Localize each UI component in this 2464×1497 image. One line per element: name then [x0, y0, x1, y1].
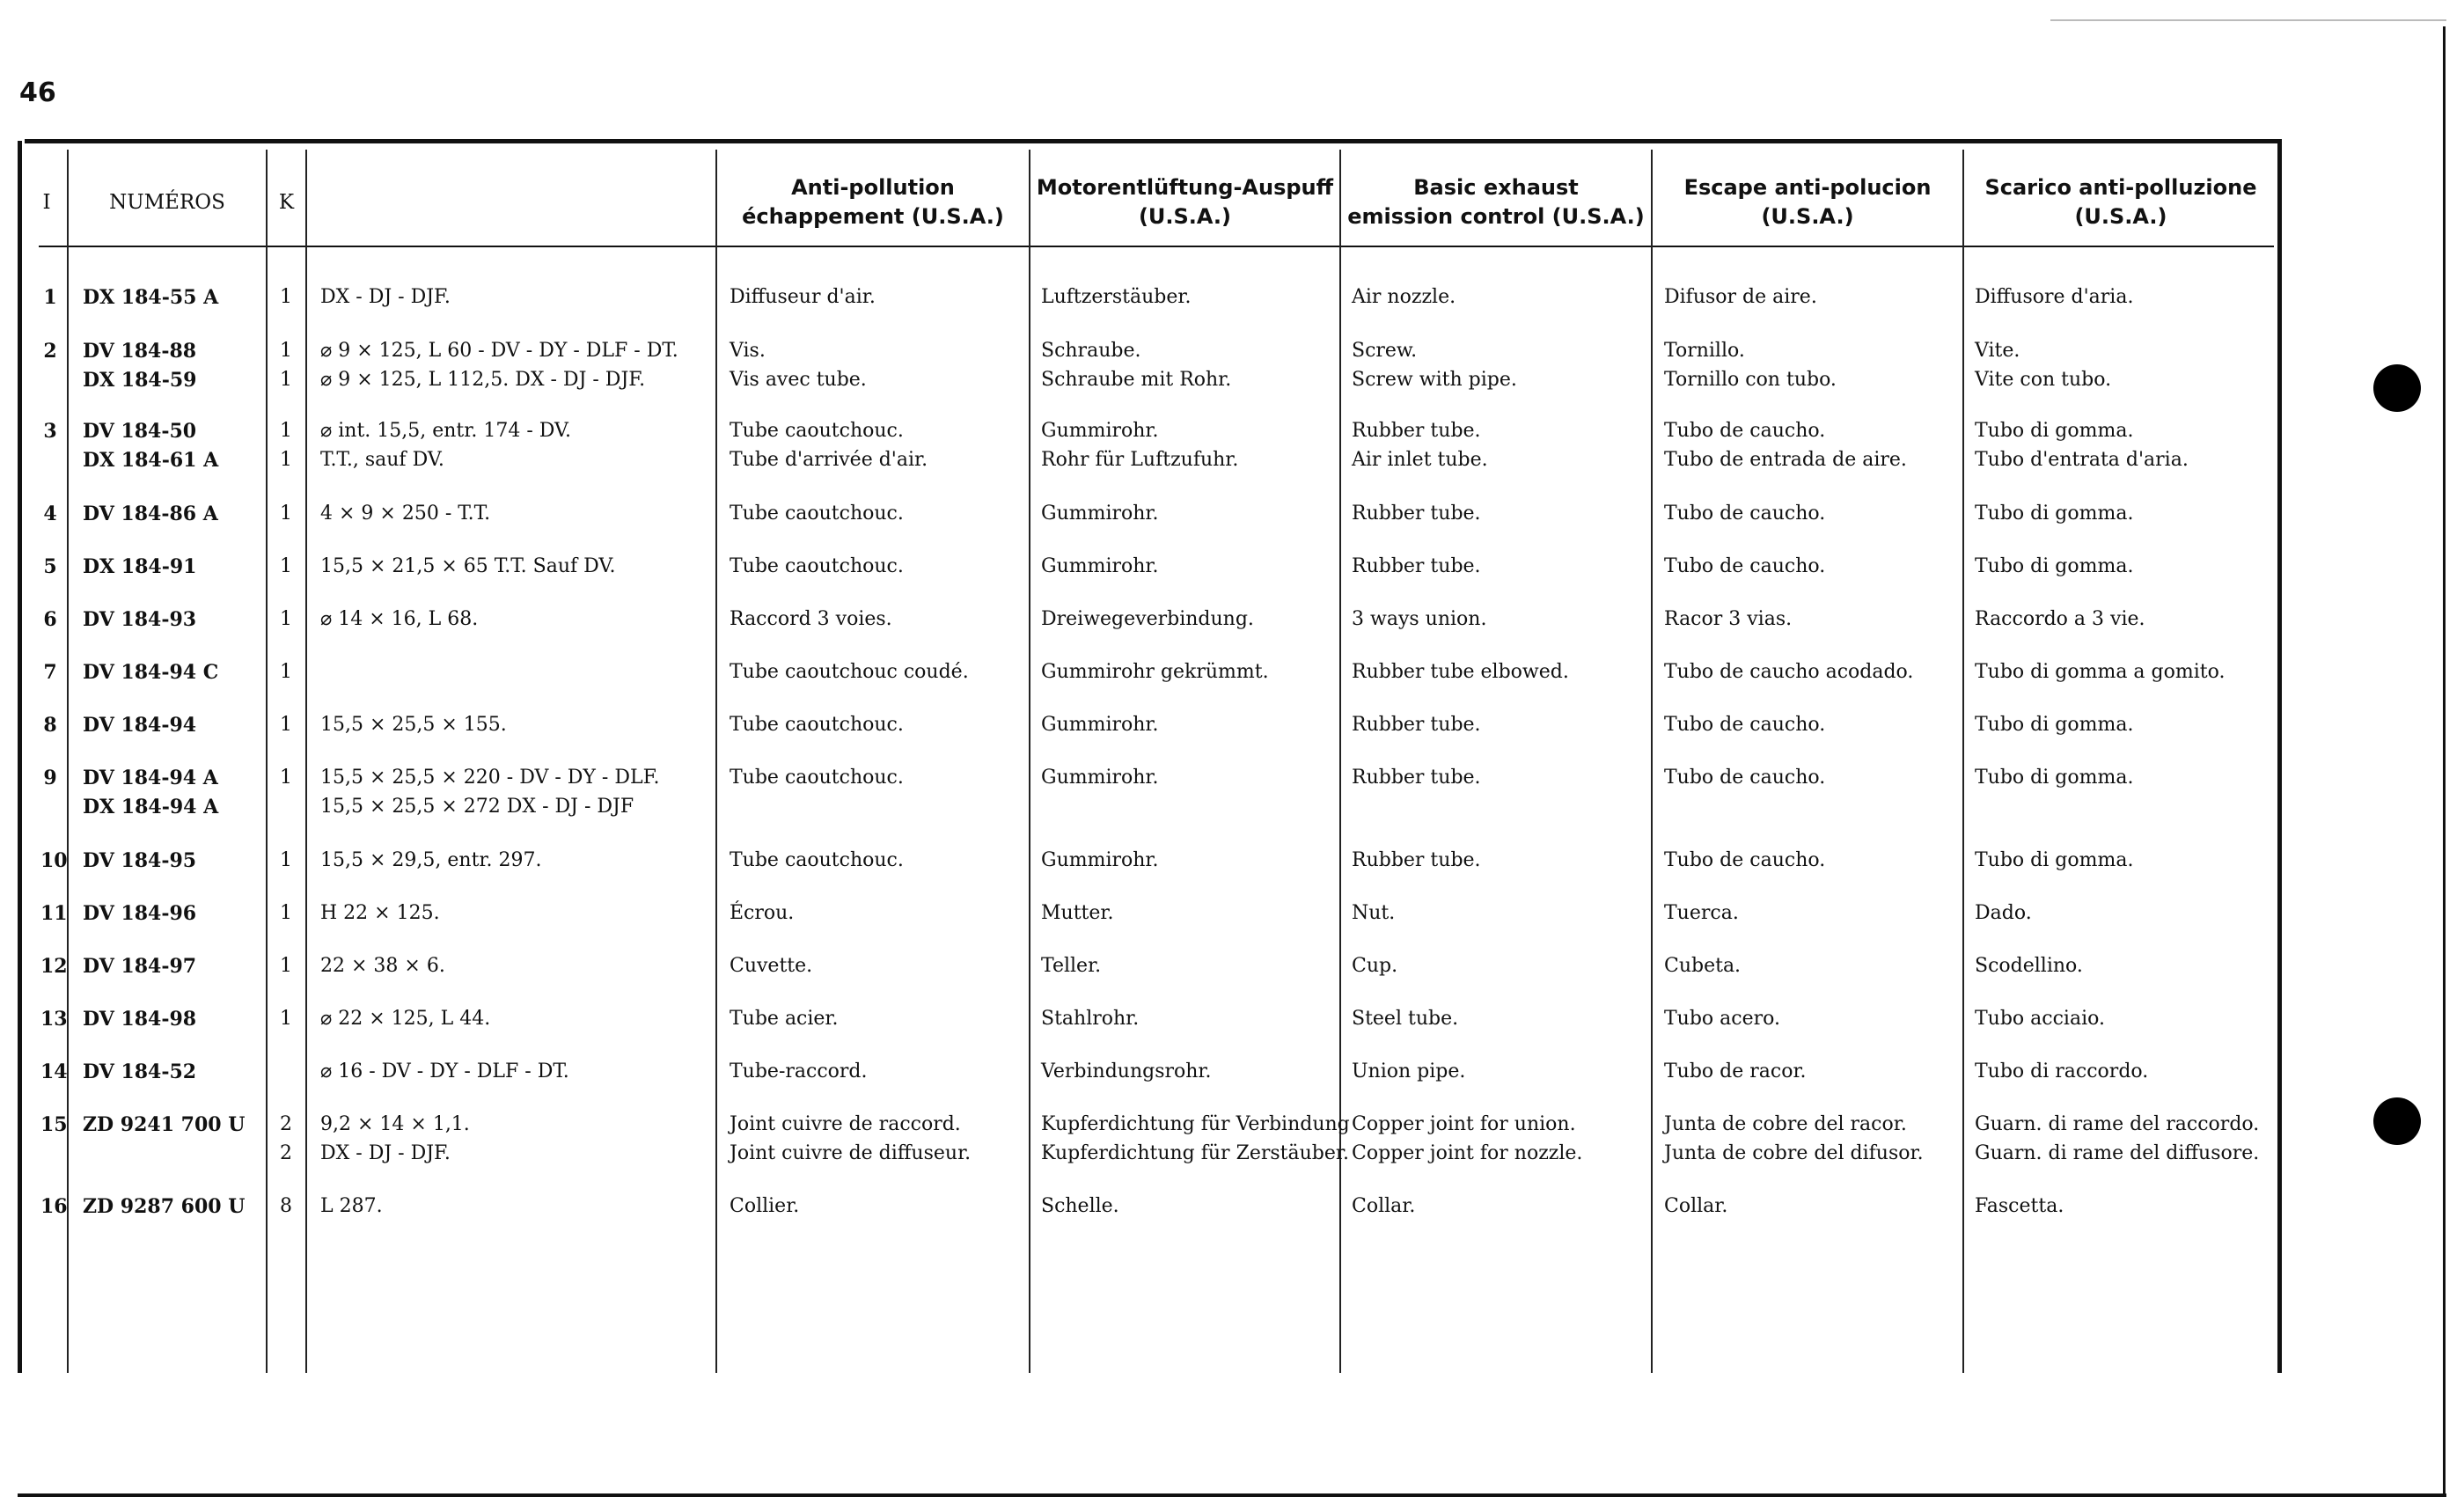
- description-german: Verbindungsrohr.: [1041, 1060, 1212, 1082]
- description-spanish: Tubo de caucho.: [1664, 849, 1826, 871]
- description-italian: Tubo di gomma a gomito.: [1975, 661, 2226, 683]
- quantity: 1: [280, 714, 292, 736]
- description-german: Schraube mit Rohr.: [1041, 369, 1232, 391]
- description-italian: Vite.: [1975, 340, 2020, 362]
- header-german-line-1: Motorentlüftung-Auspuff: [1036, 175, 1334, 200]
- part-number: DV 184-88: [83, 340, 197, 363]
- description-italian: Tubo di gomma.: [1975, 555, 2134, 577]
- part-number: DV 184-50: [83, 420, 197, 443]
- description-spanish: Tubo de caucho.: [1664, 555, 1826, 577]
- description-german: Rohr für Luftzufuhr.: [1041, 449, 1239, 471]
- description-french: Collier.: [730, 1195, 800, 1217]
- row-index: 1: [43, 286, 57, 309]
- description-english: Air inlet tube.: [1352, 449, 1488, 471]
- header-french-line-2: échappement (U.S.A.): [742, 204, 1004, 229]
- description-spanish: Difusor de aire.: [1664, 286, 1817, 308]
- description-italian: Guarn. di rame del raccordo.: [1975, 1113, 2260, 1135]
- description-english: Air nozzle.: [1352, 286, 1456, 308]
- row-index: 3: [43, 420, 57, 443]
- description-english: Screw.: [1352, 340, 1418, 362]
- description-french: Joint cuivre de raccord.: [730, 1113, 961, 1135]
- specification: 15,5 × 25,5 × 272 DX - DJ - DJF: [320, 796, 634, 818]
- specification: 15,5 × 21,5 × 65 T.T. Sauf DV.: [320, 555, 616, 577]
- description-italian: Tubo d'entrata d'aria.: [1975, 449, 2189, 471]
- description-italian: Tubo acciaio.: [1975, 1008, 2105, 1030]
- description-english: Union pipe.: [1352, 1060, 1466, 1082]
- specification: ⌀ int. 15,5, entr. 174 - DV.: [320, 420, 572, 442]
- description-english: Rubber tube.: [1352, 849, 1481, 871]
- header-french-line-1: Anti-pollution: [791, 175, 955, 200]
- specification: ⌀ 22 × 125, L 44.: [320, 1008, 491, 1030]
- description-italian: Dado.: [1975, 902, 2032, 924]
- row-index: 2: [43, 340, 57, 363]
- description-spanish: Tubo de entrada de aire.: [1664, 449, 1907, 471]
- description-spanish: Tubo de caucho.: [1664, 420, 1826, 442]
- row-index: 5: [43, 555, 57, 578]
- specification: ⌀ 14 × 16, L 68.: [320, 608, 479, 630]
- specification: 15,5 × 29,5, entr. 297.: [320, 849, 542, 871]
- specification: DX - DJ - DJF.: [320, 286, 451, 308]
- row-index: 14: [40, 1060, 68, 1083]
- part-number: DX 184-94 A: [83, 796, 219, 818]
- row-index: 9: [43, 767, 57, 789]
- quantity: 1: [280, 449, 292, 471]
- part-number: DV 184-98: [83, 1008, 197, 1031]
- quantity: 1: [280, 369, 292, 391]
- description-german: Gummirohr.: [1041, 555, 1159, 577]
- specification: DX - DJ - DJF.: [320, 1142, 451, 1164]
- quantity: 1: [280, 849, 292, 871]
- row-index: 6: [43, 608, 57, 631]
- description-spanish: Tubo de caucho acodado.: [1664, 661, 1914, 683]
- quantity: 1: [280, 902, 292, 924]
- description-english: Steel tube.: [1352, 1008, 1459, 1030]
- description-spanish: Junta de cobre del racor.: [1664, 1113, 1907, 1135]
- description-french: Tube caoutchouc coudé.: [730, 661, 969, 683]
- description-english: Copper joint for union.: [1352, 1113, 1576, 1135]
- header-k: K: [278, 191, 295, 214]
- description-english: Rubber tube.: [1352, 503, 1481, 525]
- specification: ⌀ 9 × 125, L 60 - DV - DY - DLF - DT.: [320, 340, 678, 362]
- description-english: Collar.: [1352, 1195, 1416, 1217]
- quantity: 1: [280, 1008, 292, 1030]
- binder-hole: [2373, 1097, 2421, 1145]
- quantity: 1: [280, 608, 292, 630]
- binder-hole: [2373, 364, 2421, 412]
- part-number: DX 184-55 A: [83, 286, 219, 309]
- description-english: Rubber tube elbowed.: [1352, 661, 1569, 683]
- specification: L 287.: [320, 1195, 383, 1217]
- description-french: Tube caoutchouc.: [730, 555, 904, 577]
- description-italian: Fascetta.: [1975, 1195, 2064, 1217]
- part-number: DV 184-96: [83, 902, 197, 925]
- part-number: DV 184-94 A: [83, 767, 218, 789]
- description-italian: Tubo di gomma.: [1975, 503, 2134, 525]
- part-number: DX 184-59: [83, 369, 197, 392]
- description-german: Gummirohr.: [1041, 503, 1159, 525]
- description-english: Screw with pipe.: [1352, 369, 1517, 391]
- description-italian: Tubo di gomma.: [1975, 420, 2134, 442]
- specification: H 22 × 125.: [320, 902, 440, 924]
- description-spanish: Collar.: [1664, 1195, 1728, 1217]
- description-english: Copper joint for nozzle.: [1352, 1142, 1583, 1164]
- description-italian: Tubo di gomma.: [1975, 767, 2134, 789]
- quantity: 1: [280, 767, 292, 789]
- description-german: Stahlrohr.: [1041, 1008, 1140, 1030]
- description-english: Nut.: [1352, 902, 1396, 924]
- description-italian: Scodellino.: [1975, 955, 2083, 977]
- description-english: 3 ways union.: [1352, 608, 1487, 630]
- row-index: 12: [40, 955, 68, 978]
- description-german: Gummirohr.: [1041, 767, 1159, 789]
- description-french: Diffuseur d'air.: [730, 286, 876, 308]
- specification: 15,5 × 25,5 × 220 - DV - DY - DLF.: [320, 767, 660, 789]
- row-index: 13: [40, 1008, 68, 1031]
- description-french: Tube d'arrivée d'air.: [730, 449, 928, 471]
- part-number: DV 184-94 C: [83, 661, 219, 684]
- description-english: Rubber tube.: [1352, 767, 1481, 789]
- header-index: I: [42, 191, 51, 214]
- description-german: Kupferdichtung für Verbindung: [1041, 1113, 1350, 1135]
- description-italian: Vite con tubo.: [1975, 369, 2112, 391]
- description-german: Schelle.: [1041, 1195, 1119, 1217]
- description-german: Dreiwegeverbindung.: [1041, 608, 1254, 630]
- row-index: 7: [43, 661, 57, 684]
- description-spanish: Tubo de caucho.: [1664, 767, 1826, 789]
- description-spanish: Tubo de caucho.: [1664, 714, 1826, 736]
- header-spanish-line-2: (U.S.A.): [1761, 204, 1854, 229]
- description-french: Raccord 3 voies.: [730, 608, 892, 630]
- specification: 4 × 9 × 250 - T.T.: [320, 503, 491, 525]
- part-number: DX 184-91: [83, 555, 197, 578]
- header-english-line-2: emission control (U.S.A.): [1347, 204, 1645, 229]
- description-spanish: Tornillo.: [1664, 340, 1745, 362]
- description-spanish: Racor 3 vias.: [1664, 608, 1793, 630]
- description-german: Gummirohr gekrümmt.: [1041, 661, 1269, 683]
- row-index: 11: [40, 902, 68, 925]
- description-english: Rubber tube.: [1352, 420, 1481, 442]
- description-spanish: Tornillo con tubo.: [1664, 369, 1837, 391]
- description-french: Tube caoutchouc.: [730, 714, 904, 736]
- description-german: Gummirohr.: [1041, 714, 1159, 736]
- row-index: 16: [40, 1195, 68, 1218]
- description-french: Tube acier.: [730, 1008, 839, 1030]
- description-french: Écrou.: [730, 902, 795, 924]
- quantity: 1: [280, 286, 292, 308]
- description-german: Teller.: [1041, 955, 1102, 977]
- description-german: Luftzerstäuber.: [1041, 286, 1192, 308]
- quantity: 8: [280, 1195, 292, 1217]
- description-spanish: Tubo de racor.: [1664, 1060, 1807, 1082]
- description-german: Mutter.: [1041, 902, 1114, 924]
- header-english-line-1: Basic exhaust: [1413, 175, 1579, 200]
- quantity: 1: [280, 503, 292, 525]
- row-index: 15: [40, 1113, 68, 1136]
- header-italian-line-2: (U.S.A.): [2074, 204, 2167, 229]
- quantity: 2: [280, 1142, 292, 1164]
- specification: 22 × 38 × 6.: [320, 955, 445, 977]
- description-french: Tube caoutchouc.: [730, 420, 904, 442]
- description-german: Gummirohr.: [1041, 420, 1159, 442]
- description-spanish: Tubo acero.: [1664, 1008, 1780, 1030]
- description-english: Cup.: [1352, 955, 1398, 977]
- quantity: 2: [280, 1113, 292, 1135]
- quantity: 1: [280, 340, 292, 362]
- part-number: DV 184-93: [83, 608, 197, 631]
- header-numbers: NUMÉROS: [109, 191, 225, 214]
- specification: 15,5 × 25,5 × 155.: [320, 714, 507, 736]
- row-index: 8: [43, 714, 57, 737]
- description-italian: Tubo di gomma.: [1975, 849, 2134, 871]
- specification: 9,2 × 14 × 1,1.: [320, 1113, 470, 1135]
- page-number: 46: [19, 77, 56, 108]
- part-number: DV 184-94: [83, 714, 197, 737]
- specification: ⌀ 16 - DV - DY - DLF - DT.: [320, 1060, 569, 1082]
- quantity: 1: [280, 420, 292, 442]
- part-number: DV 184-52: [83, 1060, 197, 1083]
- specification: ⌀ 9 × 125, L 112,5. DX - DJ - DJF.: [320, 369, 646, 391]
- header-spanish-line-1: Escape anti-polucion: [1683, 175, 1932, 200]
- part-number: DV 184-86 A: [83, 503, 218, 525]
- description-french: Joint cuivre de diffuseur.: [730, 1142, 972, 1164]
- header-italian-line-1: Scarico anti-polluzione: [1984, 175, 2257, 200]
- description-french: Tube caoutchouc.: [730, 849, 904, 871]
- description-spanish: Tubo de caucho.: [1664, 503, 1826, 525]
- description-italian: Diffusore d'aria.: [1975, 286, 2134, 308]
- part-number: ZD 9287 600 U: [83, 1195, 246, 1218]
- part-number: ZD 9241 700 U: [83, 1113, 246, 1136]
- part-number: DV 184-95: [83, 849, 197, 872]
- description-italian: Raccordo a 3 vie.: [1975, 608, 2145, 630]
- description-french: Tube caoutchouc.: [730, 503, 904, 525]
- description-italian: Guarn. di rame del diffusore.: [1975, 1142, 2260, 1164]
- description-german: Gummirohr.: [1041, 849, 1159, 871]
- description-italian: Tubo di gomma.: [1975, 714, 2134, 736]
- row-index: 10: [40, 849, 68, 872]
- description-spanish: Tuerca.: [1664, 902, 1739, 924]
- description-english: Rubber tube.: [1352, 714, 1481, 736]
- description-german: Kupferdichtung für Zerstäuber.: [1041, 1142, 1350, 1164]
- quantity: 1: [280, 661, 292, 683]
- part-number: DV 184-97: [83, 955, 197, 978]
- description-french: Vis avec tube.: [730, 369, 867, 391]
- specification: T.T., sauf DV.: [320, 449, 444, 471]
- description-italian: Tubo di raccordo.: [1975, 1060, 2149, 1082]
- quantity: 1: [280, 555, 292, 577]
- header-german-line-2: (U.S.A.): [1138, 204, 1232, 229]
- row-index: 4: [43, 503, 57, 525]
- part-number: DX 184-61 A: [83, 449, 219, 472]
- description-french: Vis.: [730, 340, 766, 362]
- description-english: Rubber tube.: [1352, 555, 1481, 577]
- description-french: Cuvette.: [730, 955, 813, 977]
- description-german: Schraube.: [1041, 340, 1141, 362]
- quantity: 1: [280, 955, 292, 977]
- description-french: Tube caoutchouc.: [730, 767, 904, 789]
- description-french: Tube-raccord.: [730, 1060, 868, 1082]
- description-spanish: Cubeta.: [1664, 955, 1742, 977]
- description-spanish: Junta de cobre del difusor.: [1664, 1142, 1924, 1164]
